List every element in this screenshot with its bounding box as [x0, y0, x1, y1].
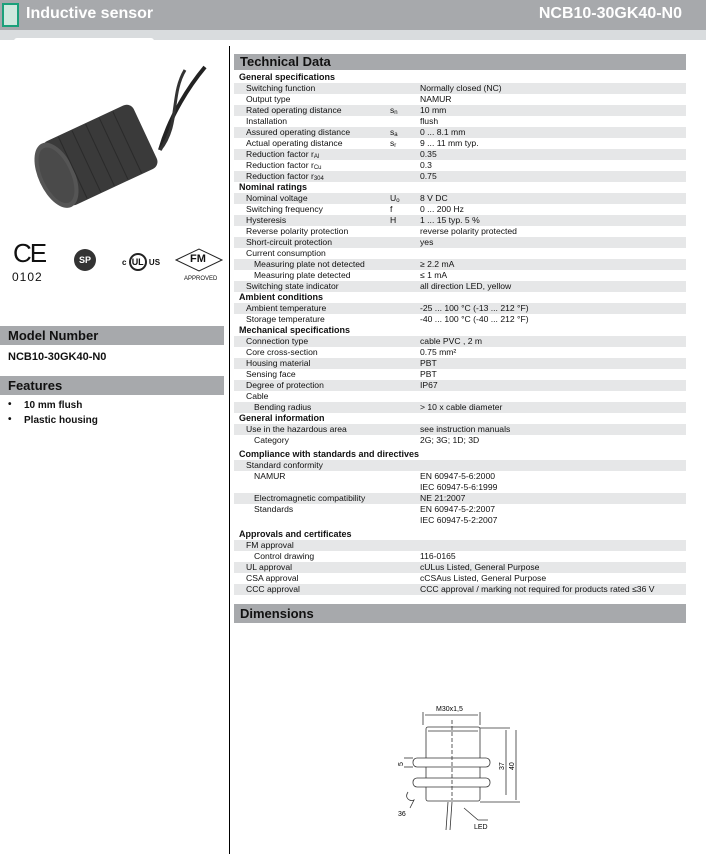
ul-logo-icon: [122, 253, 160, 271]
spec-label: Rated operating distance: [246, 105, 342, 115]
spec-value-line2: IEC 60947-5-2:2007: [420, 515, 498, 525]
spec-symbol: $s_a$: [390, 127, 398, 138]
spec-row: [234, 540, 686, 551]
technical-data-heading: Technical Data: [234, 54, 686, 70]
spec-row: [234, 105, 686, 116]
spec-value: NE 21:2007: [420, 493, 466, 503]
spec-label: Compliance with standards and directives: [239, 449, 420, 459]
header-model-number: NCB10-30GK40-N0: [538, 5, 682, 22]
spec-symbol: $s_n$: [390, 105, 398, 116]
spec-value: PBT: [420, 369, 437, 379]
spec-row: [234, 281, 686, 292]
spec-row: [234, 149, 686, 160]
led-label: LED: [474, 824, 488, 831]
spec-label: Bending radius: [254, 402, 312, 412]
spec-value: EN 60947-5-2:2007: [420, 504, 496, 514]
spec-row: [234, 237, 686, 248]
section-header-row: [234, 413, 686, 424]
spec-symbol: $s_r$: [390, 138, 397, 149]
section-header-row: [234, 182, 686, 193]
spec-label: Reduction factor $r_{304}$: [246, 171, 324, 182]
spec-row: [234, 402, 686, 413]
spec-label: Category: [254, 435, 289, 445]
dimensions-heading: Dimensions: [234, 604, 686, 623]
spec-label: Use in the hazardous area: [246, 424, 347, 434]
spec-row: [234, 424, 686, 435]
fm-text: FM: [190, 253, 206, 265]
spec-value: 0 ... 200 Hz: [420, 204, 464, 214]
spec-label: Cable: [246, 391, 269, 401]
spec-label: Nominal ratings: [239, 182, 308, 192]
spec-value: cULus Listed, General Purpose: [420, 562, 540, 572]
spec-value: flush: [420, 116, 439, 126]
spec-row: [234, 380, 686, 391]
spec-label: Reduction factor $r_{Al}$: [246, 149, 320, 160]
spec-value: IP67: [420, 380, 438, 390]
spec-label: CSA approval: [246, 573, 299, 583]
spec-value: 0.75 mm²: [420, 347, 457, 357]
spec-value: 0.35: [420, 149, 437, 159]
spec-label: Measuring plate not detected: [254, 259, 365, 269]
spec-row: [234, 94, 686, 105]
spec-value: > 10 x cable diameter: [420, 402, 503, 412]
spec-row: [234, 391, 686, 402]
csa-logo-icon: SP: [74, 249, 96, 271]
spec-row: [234, 226, 686, 237]
spec-value: reverse polarity protected: [420, 226, 517, 236]
spec-label: Switching frequency: [246, 204, 323, 214]
spec-symbol: f: [390, 204, 393, 214]
ul-us: US: [148, 258, 161, 267]
spec-label: Control drawing: [254, 551, 315, 561]
spec-value: all direction LED, yellow: [420, 281, 512, 291]
spec-value: ≤ 1 mA: [420, 270, 448, 280]
spec-row: [234, 259, 686, 270]
spec-label: Installation: [246, 116, 288, 126]
spec-label: Reverse polarity protection: [246, 226, 349, 236]
spec-label: Actual operating distance: [246, 138, 343, 148]
spec-row: [234, 358, 686, 369]
spec-row: [234, 584, 686, 595]
spec-row: [234, 369, 686, 380]
spec-symbol: $U_o$: [390, 193, 400, 204]
spec-label: Short-circuit protection: [246, 237, 332, 247]
spec-row: [234, 435, 686, 446]
spec-value: CCC approval / marking not required for products rated ≤36 V: [420, 584, 655, 594]
spec-value: 116-0165: [420, 551, 456, 561]
spec-row: [234, 460, 686, 471]
product-type-title: Inductive sensor: [26, 5, 154, 22]
spec-row: [234, 336, 686, 347]
spec-row: [234, 573, 686, 584]
spec-row: [234, 248, 686, 259]
spec-row: [234, 347, 686, 358]
spec-value: 1 ... 15 typ. 5 %: [420, 215, 480, 225]
nut-5-label: 5: [398, 762, 405, 766]
spec-label: Electromagnetic compatibility: [254, 493, 366, 503]
spec-row: [234, 215, 686, 226]
spec-value: cCSAus Listed, General Purpose: [420, 573, 547, 583]
brand-logo-icon: [2, 3, 19, 27]
spec-row: [234, 171, 686, 182]
spec-label: Sensing face: [246, 369, 296, 379]
wrench-36-label: 36: [398, 811, 406, 818]
dimension-drawing: [370, 690, 540, 840]
spec-label: General information: [239, 413, 325, 423]
spec-row: [234, 83, 686, 94]
spec-value: 0 ... 8.1 mm: [420, 127, 466, 137]
spec-value: 9 ... 11 mm typ.: [420, 138, 479, 148]
ul-circle: UL: [129, 253, 147, 271]
spec-value: NAMUR: [420, 94, 452, 104]
spec-label: Hysteresis: [246, 215, 287, 225]
spec-label: FM approval: [246, 540, 294, 550]
spec-label: Degree of protection: [246, 380, 324, 390]
spec-value: 8 V DC: [420, 193, 448, 203]
model-number-heading: Model Number: [0, 326, 224, 345]
features-heading: Features: [0, 376, 224, 395]
spec-label: NAMUR: [254, 471, 286, 481]
section-header-row: [234, 449, 686, 460]
spec-label: General specifications: [239, 72, 336, 82]
ul-c: c: [122, 258, 127, 267]
spec-label: Output type: [246, 94, 291, 104]
section-header-row: [234, 72, 686, 83]
spec-row: [234, 303, 686, 314]
spec-value: 0.75: [420, 171, 437, 181]
spec-label: Housing material: [246, 358, 311, 368]
spec-row: [234, 116, 686, 127]
spec-value: Normally closed (NC): [420, 83, 502, 93]
column-divider: [229, 46, 230, 854]
spec-value: cable PVC , 2 m: [420, 336, 483, 346]
section-header-row: [234, 325, 686, 336]
section-header-row: [234, 292, 686, 303]
spec-row: [234, 471, 686, 493]
spec-value-line2: IEC 60947-5-6:1999: [420, 482, 498, 492]
spec-value: -40 ... 100 °C (-40 ... 212 °F): [420, 314, 529, 324]
spec-label: Assured operating distance: [246, 127, 351, 137]
spec-value: ≥ 2.2 mA: [420, 259, 455, 269]
spec-value: 10 mm: [420, 105, 447, 115]
spec-row: [234, 493, 686, 504]
product-image: [10, 55, 210, 215]
spec-value: 2G; 3G; 1D; 3D: [420, 435, 480, 445]
model-number-value: NCB10-30GK40-N0: [8, 351, 107, 363]
spec-label: Reduction factor $r_{Cu}$: [246, 160, 322, 171]
spec-value: 0.3: [420, 160, 432, 170]
spec-symbol: H: [390, 215, 397, 225]
spec-row: [234, 160, 686, 171]
spec-label-subscript: Al: [313, 154, 320, 160]
spec-label: CCC approval: [246, 584, 300, 594]
spec-label: Nominal voltage: [246, 193, 308, 203]
spec-label: Ambient conditions: [239, 292, 323, 302]
ce-mark-icon: CE: [13, 238, 46, 268]
spec-value: -25 ... 100 °C (-13 ... 212 °F): [420, 303, 529, 313]
technical-data-table: [234, 72, 686, 595]
spec-value: yes: [420, 237, 434, 247]
spec-value: EN 60947-5-6:2000: [420, 471, 496, 481]
spec-label: Measuring plate detected: [254, 270, 351, 280]
spec-row: [234, 551, 686, 562]
spec-value: PBT: [420, 358, 437, 368]
spec-label: Switching state indicator: [246, 281, 339, 291]
spec-label: Connection type: [246, 336, 309, 346]
spec-label: Mechanical specifications: [239, 325, 351, 335]
spec-row: [234, 193, 686, 204]
spec-row: [234, 314, 686, 325]
spec-row: [234, 204, 686, 215]
fm-approved-text: APPROVED: [184, 276, 218, 282]
spec-label: Storage temperature: [246, 314, 325, 324]
spec-label: Standards: [254, 504, 294, 514]
height-37-label: 37: [499, 762, 506, 770]
section-header-row: [234, 529, 686, 540]
spec-label: Standard conformity: [246, 460, 323, 470]
header-band: [0, 30, 706, 40]
spec-value: see instruction manuals: [420, 424, 511, 434]
fm-approved-logo-icon: [174, 247, 224, 287]
spec-label: Core cross-section: [246, 347, 318, 357]
spec-row: [234, 138, 686, 149]
spec-label-subscript: Cu: [313, 165, 322, 171]
spec-row: [234, 562, 686, 573]
spec-row: [234, 270, 686, 281]
spec-label: Approvals and certificates: [239, 529, 352, 539]
spec-label-subscript: 304: [313, 176, 324, 182]
ce-number: 0102: [12, 270, 43, 284]
thread-label: M30x1,5: [436, 706, 463, 713]
spec-row: [234, 504, 686, 526]
spec-row: [234, 127, 686, 138]
spec-label: Current consumption: [246, 248, 326, 258]
spec-label: Ambient temperature: [246, 303, 327, 313]
spec-label: Switching function: [246, 83, 316, 93]
header-bar: [0, 0, 706, 30]
height-40-label: 40: [509, 762, 516, 770]
spec-label: UL approval: [246, 562, 293, 572]
